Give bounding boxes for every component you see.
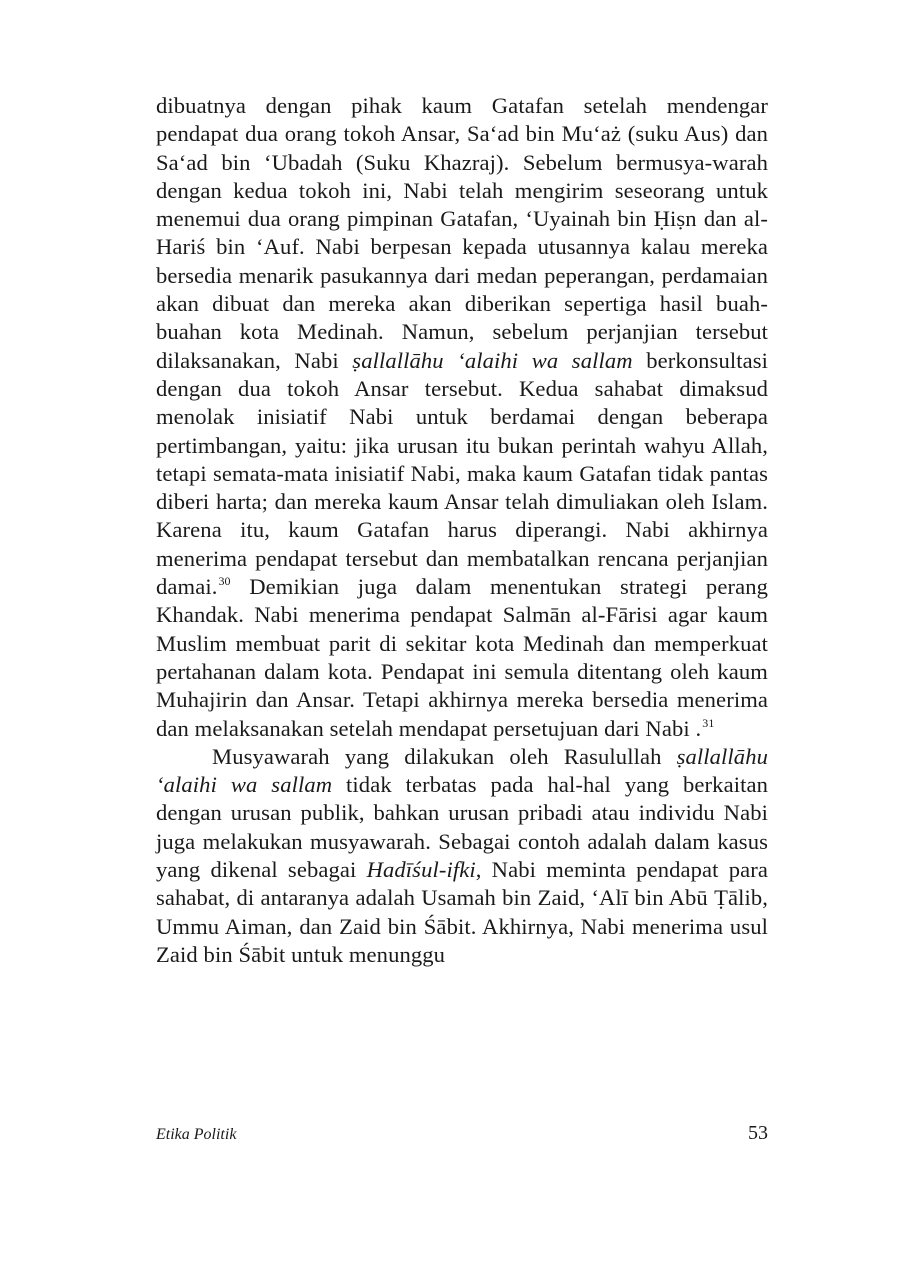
- footnote-marker: 31: [702, 715, 715, 730]
- text-run: berkonsultasi dengan dua tokoh Ansar tersebut. Kedua sahabat dimaksud menolak inisiatif Nabi untuk berdamai dengan beberapa pertimbangan, yaitu: jika urusan itu bukan perintah wahyu Allah, tetapi semata-mata inisiatif Nabi, maka kaum Gatafan tidak pantas diberi harta; dan mereka kaum Ansar telah dimuliakan oleh Islam. Karena itu, kaum Gatafan harus diperangi. Nabi akhirnya menerima pendapat tersebut dan membatalkan rencana perjanjian damai.: [156, 347, 768, 600]
- paragraph: [156, 92, 768, 743]
- text-run: Demikian juga dalam menentukan strategi perang Khandak. Nabi menerima pendapat Salmān al-Fārisi agar kaum Muslim membuat parit di sekitar kota Medinah dan memperkuat pertahanan dalam kota. Pendapat ini semula ditentang oleh kaum Muhajirin dan Ansar. Tetapi akhirnya mereka bersedia menerima dan melaksanakan setelah mendapat persetujuan dari Nabi .: [156, 574, 768, 741]
- running-footer-title: Etika Politik: [156, 1126, 237, 1143]
- italic-phrase: Hadīśul-ifki: [366, 857, 476, 883]
- text-run: , Nabi meminta pendapat para sahabat, di antaranya adalah Usamah bin Zaid, ‘Alī bin Abū Ṭālib, Ummu Aiman, dan Zaid bin Śābit. Akhirnya, Nabi menerima usul Zaid bin Śābit untuk menunggu: [156, 857, 768, 967]
- paragraph: [156, 743, 768, 969]
- body-text: [156, 92, 768, 969]
- text-run: Musyawarah yang dilakukan oleh Rasulullah: [212, 743, 677, 769]
- text-run: tidak terbatas pada hal-hal yang berkaitan dengan urusan publik, bahkan urusan pribadi atau individu Nabi juga melakukan musyawarah. Sebagai contoh adalah dalam kasus yang dikenal sebagai: [156, 772, 768, 883]
- page-number: 53: [748, 1122, 768, 1144]
- italic-phrase: ṣallallāhu ‘alaihi wa sallam: [352, 347, 633, 373]
- text-run: dibuatnya dengan pihak kaum Gatafan setelah mendengar pendapat dua orang tokoh Ansar, Sa‘ad bin Mu‘aż (suku Aus) dan Sa‘ad bin ‘Ubadah (Suku Khazraj). Sebelum bermusya-warah dengan kedua tokoh ini, Nabi telah mengirim seseorang untuk menemui dua orang pimpinan Gatafan, ‘Uyainah bin Ḥiṣn dan al-Hariś bin ‘Auf. Nabi berpesan kepada utusannya kalau mereka bersedia menarik pasukannya dari medan peperangan, perdamaian akan dibuat dan mereka akan diberikan sepertiga hasil buah-buahan kota Medinah. Namun, sebelum perjanjian tersebut dilaksanakan, Nabi: [156, 93, 768, 373]
- footnote-marker: 30: [218, 574, 231, 589]
- italic-phrase: ṣallallāhu ‘alaihi wa sallam: [156, 743, 768, 798]
